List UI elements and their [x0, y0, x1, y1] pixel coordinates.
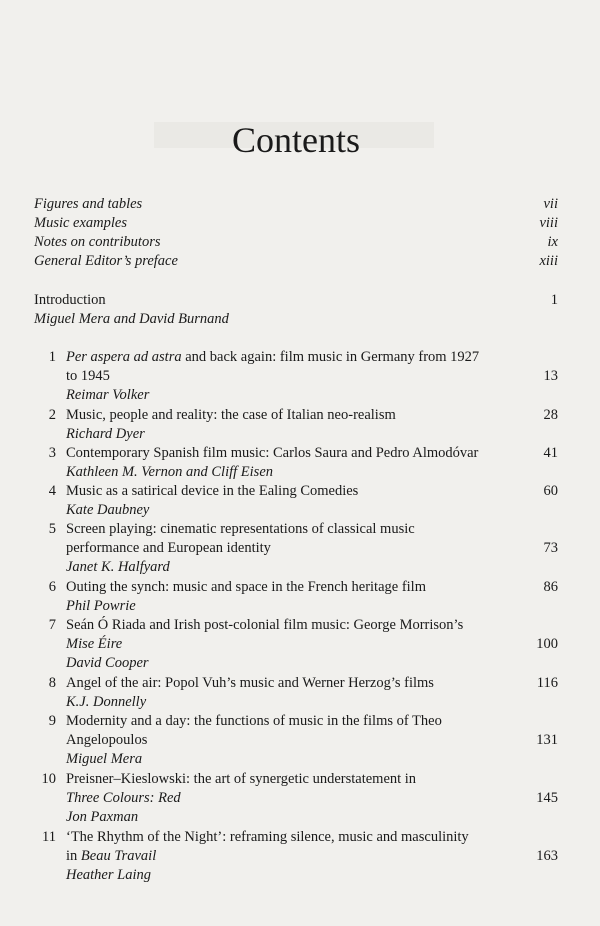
chapter-title-text: Music as a satirical device in the Ealing Comedies: [66, 483, 359, 499]
contents-page: [34, 0, 558, 926]
chapter-entry: [34, 616, 558, 673]
chapter-number: 3: [48, 445, 56, 461]
chapter-entry: [34, 828, 558, 885]
chapter-number: 5: [48, 521, 56, 537]
chapter-title-line: [66, 367, 510, 386]
chapter-title-line: [66, 674, 510, 693]
chapter-author: Richard Dyer: [66, 426, 145, 442]
chapter-author: Kate Daubney: [66, 502, 150, 518]
introduction-page: 1: [550, 292, 558, 308]
chapter-number: 9: [48, 713, 56, 729]
chapter-entry: [34, 712, 558, 769]
chapter-entry: [34, 406, 558, 444]
chapter-title-line: [66, 828, 510, 847]
chapter-title-line: [66, 406, 510, 425]
front-matter-item: [34, 252, 558, 271]
chapter-title-text: and back again: film music in Germany from 1927: [181, 349, 480, 365]
chapter-entry: [34, 444, 558, 482]
introduction-authors: Miguel Mera and David Burnand: [34, 311, 229, 327]
chapter-number: 2: [48, 407, 56, 423]
chapter-page: 100: [536, 636, 558, 652]
page-title: Contents: [231, 120, 360, 160]
chapter-title-line: [66, 348, 510, 367]
chapter-title-text: Seán Ó Riada and Irish post-colonial film music: George Morrison’s: [66, 617, 464, 633]
chapter-number: 11: [42, 829, 56, 845]
chapter-title-text: Angelopoulos: [66, 732, 148, 748]
chapter-title-line: [66, 539, 510, 558]
front-matter-label: Figures and tables: [34, 196, 143, 212]
chapter-author: Reimar Volker: [66, 387, 150, 403]
front-matter-page: xiii: [539, 253, 558, 269]
front-matter-page: vii: [543, 196, 558, 212]
chapter-title-text: Modernity and a day: the functions of music in the films of Theo: [66, 713, 442, 729]
chapter-entry: [34, 578, 558, 616]
front-matter-label: Music examples: [34, 215, 128, 231]
chapter-title-line: [66, 520, 510, 539]
chapter-title-italic: Mise Éire: [66, 636, 123, 652]
chapter-title-line: [66, 482, 510, 501]
chapter-page: 28: [543, 407, 558, 423]
chapter-title-italic: Beau Travail: [80, 848, 157, 864]
chapter-title-line: [66, 616, 510, 635]
front-matter-item: [34, 233, 558, 252]
chapter-entry: [34, 520, 558, 577]
chapter-page: 60: [543, 483, 558, 499]
chapter-title-line: [66, 635, 510, 654]
chapter-title-line: [66, 847, 510, 866]
chapter-author: Janet K. Halfyard: [66, 559, 170, 575]
chapter-page: 73: [543, 540, 558, 556]
chapter-title-text: ‘The Rhythm of the Night’: reframing silence, music and masculinity: [66, 829, 469, 845]
front-matter-item: [34, 195, 558, 214]
chapter-title-text: Angel of the air: Popol Vuh’s music and Werner Herzog’s films: [66, 675, 434, 691]
chapter-title-text: to 1945: [66, 368, 110, 384]
front-matter-page: ix: [547, 234, 558, 250]
introduction-entry: [34, 291, 558, 329]
chapter-page: 145: [536, 790, 558, 806]
chapter-title-line: [66, 770, 510, 789]
chapter-author: Phil Powrie: [66, 598, 136, 614]
chapter-title-line: [66, 712, 510, 731]
chapter-entry: [34, 674, 558, 712]
chapter-number: 1: [48, 349, 56, 365]
chapter-title-line: [66, 578, 510, 597]
chapter-page: 131: [536, 732, 558, 748]
chapter-page: 116: [536, 675, 558, 691]
chapter-entry: [34, 770, 558, 827]
front-matter-item: [34, 214, 558, 233]
chapter-entry: [34, 348, 558, 405]
chapter-page: 163: [536, 848, 558, 864]
chapter-title-line: [66, 444, 510, 463]
chapter-number: 8: [48, 675, 56, 691]
chapter-page: 41: [543, 445, 558, 461]
chapter-author: David Cooper: [66, 655, 149, 671]
chapter-page: 13: [543, 368, 558, 384]
chapter-title-line: [66, 789, 510, 808]
front-matter-page: viii: [539, 215, 558, 231]
chapter-author: Heather Laing: [66, 867, 151, 883]
chapter-number: 4: [48, 483, 56, 499]
chapter-author: Jon Paxman: [66, 809, 139, 825]
chapter-author: K.J. Donnelly: [66, 694, 147, 710]
chapter-title-italic: Per aspera ad astra: [66, 349, 182, 365]
chapter-title-text: Contemporary Spanish film music: Carlos Saura and Pedro Almodóvar: [66, 445, 479, 461]
chapter-title-text: performance and European identity: [66, 540, 271, 556]
chapter-title-text: Music, people and reality: the case of Italian neo-realism: [66, 407, 396, 423]
chapter-title-text: Outing the synch: music and space in the French heritage film: [66, 579, 426, 595]
introduction-label: Introduction: [34, 292, 106, 308]
chapter-entry: [34, 482, 558, 520]
chapter-author: Miguel Mera: [66, 751, 143, 767]
chapter-title-text: Screen playing: cinematic representations of classical music: [66, 521, 415, 537]
chapter-title-text: in: [66, 848, 81, 864]
chapter-title-line: [66, 731, 510, 750]
front-matter-label: General Editor’s preface: [34, 253, 178, 269]
chapter-number: 7: [48, 617, 56, 633]
chapter-title-italic: Three Colours: Red: [66, 790, 181, 806]
chapter-number: 10: [41, 771, 56, 787]
chapter-page: 86: [543, 579, 558, 595]
chapter-author: Kathleen M. Vernon and Cliff Eisen: [66, 464, 274, 480]
front-matter-list: [34, 195, 558, 271]
chapter-title-text: Preisner–Kieslowski: the art of synergetic understatement in: [66, 771, 417, 787]
chapter-number: 6: [48, 579, 56, 595]
front-matter-label: Notes on contributors: [34, 234, 161, 250]
